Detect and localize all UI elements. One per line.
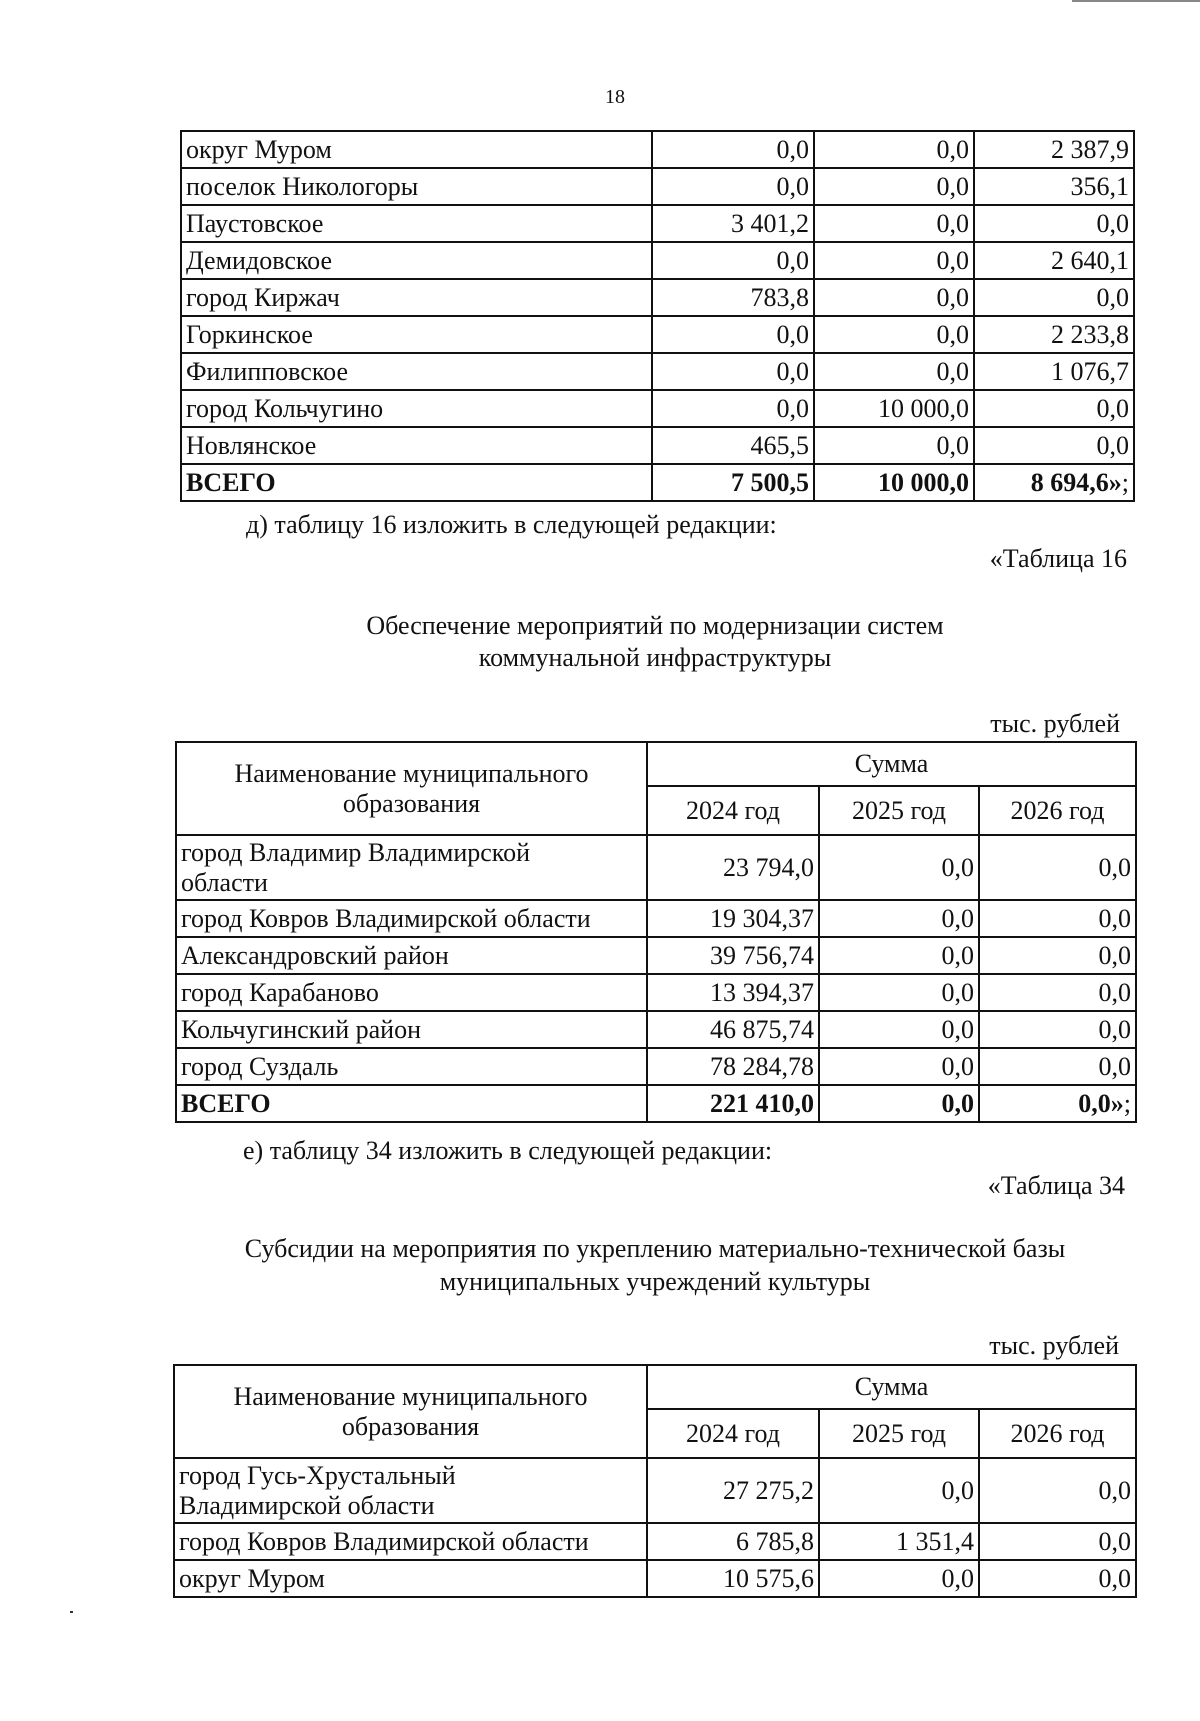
value-2025: 0,0: [814, 279, 974, 316]
total-2026: [979, 1085, 1136, 1122]
table-row: [181, 168, 1134, 205]
value-2025: 1 351,4: [819, 1523, 979, 1560]
page-number: 18: [605, 86, 625, 108]
header-2026: 2026 год: [979, 786, 1136, 835]
value-2026: 2 640,1: [974, 242, 1134, 279]
value-2025: 0,0: [819, 1560, 979, 1597]
municipality-name: Кольчугинский район: [176, 1011, 647, 1048]
table-row: [181, 279, 1134, 316]
table-row: [181, 316, 1134, 353]
municipality-name: Горкинское: [181, 316, 652, 353]
municipality-name: поселок Никологоры: [181, 168, 652, 205]
value-2025: 0,0: [819, 974, 979, 1011]
table-34: [173, 1364, 1137, 1598]
municipality-name: Филипповское: [181, 353, 652, 390]
total-row: [181, 464, 1134, 501]
value-2025: 0,0: [819, 900, 979, 937]
table34-title-line2: муниципальных учреждений культуры: [439, 1267, 871, 1296]
municipality-name: Демидовское: [181, 242, 652, 279]
table-row: [176, 937, 1136, 974]
value-2026: 0,0: [979, 1011, 1136, 1048]
total-row: [176, 1085, 1136, 1122]
value-2024: 78 284,78: [647, 1048, 819, 1085]
value-2024: 0,0: [652, 390, 814, 427]
value-2026: 356,1: [974, 168, 1134, 205]
table-row: [176, 1048, 1136, 1085]
header-sum: Сумма: [647, 1365, 1136, 1409]
municipality-name: округ Муром: [174, 1560, 647, 1597]
header-2025: 2025 год: [819, 786, 979, 835]
value-2024: 10 575,6: [647, 1560, 819, 1597]
value-2026: 0,0: [974, 279, 1134, 316]
total-suffix: ;: [1121, 467, 1129, 497]
scan-mark: [70, 1611, 73, 1613]
value-2026: 0,0: [974, 427, 1134, 464]
table-16: [175, 741, 1137, 1123]
value-2024: 46 875,74: [647, 1011, 819, 1048]
table-row: [174, 1560, 1136, 1597]
value-2026: 0,0: [979, 900, 1136, 937]
top-edge-line: [1072, 0, 1200, 2]
value-2024: 23 794,0: [647, 835, 819, 900]
table-row: [176, 835, 1136, 900]
value-2025: 0,0: [819, 1048, 979, 1085]
value-2026: 0,0: [974, 390, 1134, 427]
value-2025: 0,0: [814, 131, 974, 168]
total-2024: 221 410,0: [647, 1085, 819, 1122]
table-row: [176, 974, 1136, 1011]
value-2025: 10 000,0: [814, 390, 974, 427]
header-name: Наименование муниципального образования: [176, 742, 647, 835]
table-row: [181, 427, 1134, 464]
municipality-name: город Карабаново: [176, 974, 647, 1011]
value-2024: 3 401,2: [652, 205, 814, 242]
municipality-name: город Ковров Владимирской области: [176, 900, 647, 937]
table-row: [176, 1011, 1136, 1048]
value-2024: 0,0: [652, 131, 814, 168]
municipality-name: город Ковров Владимирской области: [174, 1523, 647, 1560]
table-row: [181, 390, 1134, 427]
value-2024: 39 756,74: [647, 937, 819, 974]
header-2025: 2025 год: [819, 1409, 979, 1458]
municipality-name: город Суздаль: [176, 1048, 647, 1085]
value-2025: 0,0: [814, 168, 974, 205]
value-2024: 0,0: [652, 242, 814, 279]
value-2025: 0,0: [814, 205, 974, 242]
table-row: [181, 205, 1134, 242]
table16-title-line2: коммунальной инфраструктуры: [478, 643, 832, 672]
value-2026: 0,0: [979, 1458, 1136, 1523]
header-2024: 2024 год: [647, 1409, 819, 1458]
value-2025: 0,0: [819, 835, 979, 900]
value-2026: 0,0: [979, 974, 1136, 1011]
value-2026: 0,0: [979, 1523, 1136, 1560]
table-row: [174, 1523, 1136, 1560]
municipality-name: Паустовское: [181, 205, 652, 242]
value-2024: 0,0: [652, 168, 814, 205]
table-row: [181, 131, 1134, 168]
value-2024: 0,0: [652, 353, 814, 390]
table-continuation: [180, 130, 1135, 502]
value-2025: 0,0: [819, 1011, 979, 1048]
value-2026: 0,0: [979, 937, 1136, 974]
value-2026: 0,0: [979, 1048, 1136, 1085]
total-suffix: ;: [1123, 1088, 1131, 1118]
total-2026-value: 0,0»: [1078, 1088, 1124, 1118]
total-2025: 10 000,0: [814, 464, 974, 501]
header-2024: 2024 год: [647, 786, 819, 835]
value-2025: 0,0: [814, 316, 974, 353]
value-2024: 27 275,2: [647, 1458, 819, 1523]
value-2024: 13 394,37: [647, 974, 819, 1011]
municipality-name: Новлянское: [181, 427, 652, 464]
total-label: ВСЕГО: [181, 464, 652, 501]
value-2025: 0,0: [814, 427, 974, 464]
instruction-d: д) таблицу 16 изложить в следующей редакции:: [246, 510, 777, 539]
total-label: ВСЕГО: [176, 1085, 647, 1122]
value-2024: 6 785,8: [647, 1523, 819, 1560]
municipality-name: Александровский район: [176, 937, 647, 974]
header-sum: Сумма: [647, 742, 1136, 786]
value-2026: 2 387,9: [974, 131, 1134, 168]
total-2025: 0,0: [819, 1085, 979, 1122]
value-2026: 0,0: [979, 1560, 1136, 1597]
municipality-name: округ Муром: [181, 131, 652, 168]
table34-title-line1: Субсидии на мероприятия по укреплению материально-технической базы: [244, 1234, 1066, 1263]
value-2026: 2 233,8: [974, 316, 1134, 353]
value-2024: 465,5: [652, 427, 814, 464]
value-2024: 19 304,37: [647, 900, 819, 937]
unit-label: тыс. рублей: [990, 709, 1120, 738]
municipality-name: город Гусь-Хрустальный Владимирской области: [174, 1458, 647, 1523]
instruction-e: е) таблицу 34 изложить в следующей редакции:: [243, 1136, 773, 1165]
value-2026: 0,0: [979, 835, 1136, 900]
total-2026-value: 8 694,6»: [1030, 467, 1122, 497]
table16-label: «Таблица 16: [989, 544, 1127, 573]
municipality-name: город Владимир Владимирской области: [176, 835, 647, 900]
header-name: Наименование муниципального образования: [174, 1365, 647, 1458]
value-2024: 783,8: [652, 279, 814, 316]
unit-label: тыс. рублей: [989, 1331, 1119, 1360]
value-2026: 0,0: [974, 205, 1134, 242]
total-2024: 7 500,5: [652, 464, 814, 501]
value-2025: 0,0: [819, 1458, 979, 1523]
value-2025: 0,0: [814, 242, 974, 279]
table-row: [176, 900, 1136, 937]
total-2026: [974, 464, 1134, 501]
table-row: [181, 242, 1134, 279]
municipality-name: город Киржач: [181, 279, 652, 316]
table16-title-line1: Обеспечение мероприятий по модернизации систем: [366, 611, 944, 640]
header-2026: 2026 год: [979, 1409, 1136, 1458]
table-row: [174, 1458, 1136, 1523]
table-row: [181, 353, 1134, 390]
value-2024: 0,0: [652, 316, 814, 353]
value-2026: 1 076,7: [974, 353, 1134, 390]
value-2025: 0,0: [814, 353, 974, 390]
municipality-name: город Кольчугино: [181, 390, 652, 427]
table34-label: «Таблица 34: [987, 1171, 1125, 1200]
value-2025: 0,0: [819, 937, 979, 974]
